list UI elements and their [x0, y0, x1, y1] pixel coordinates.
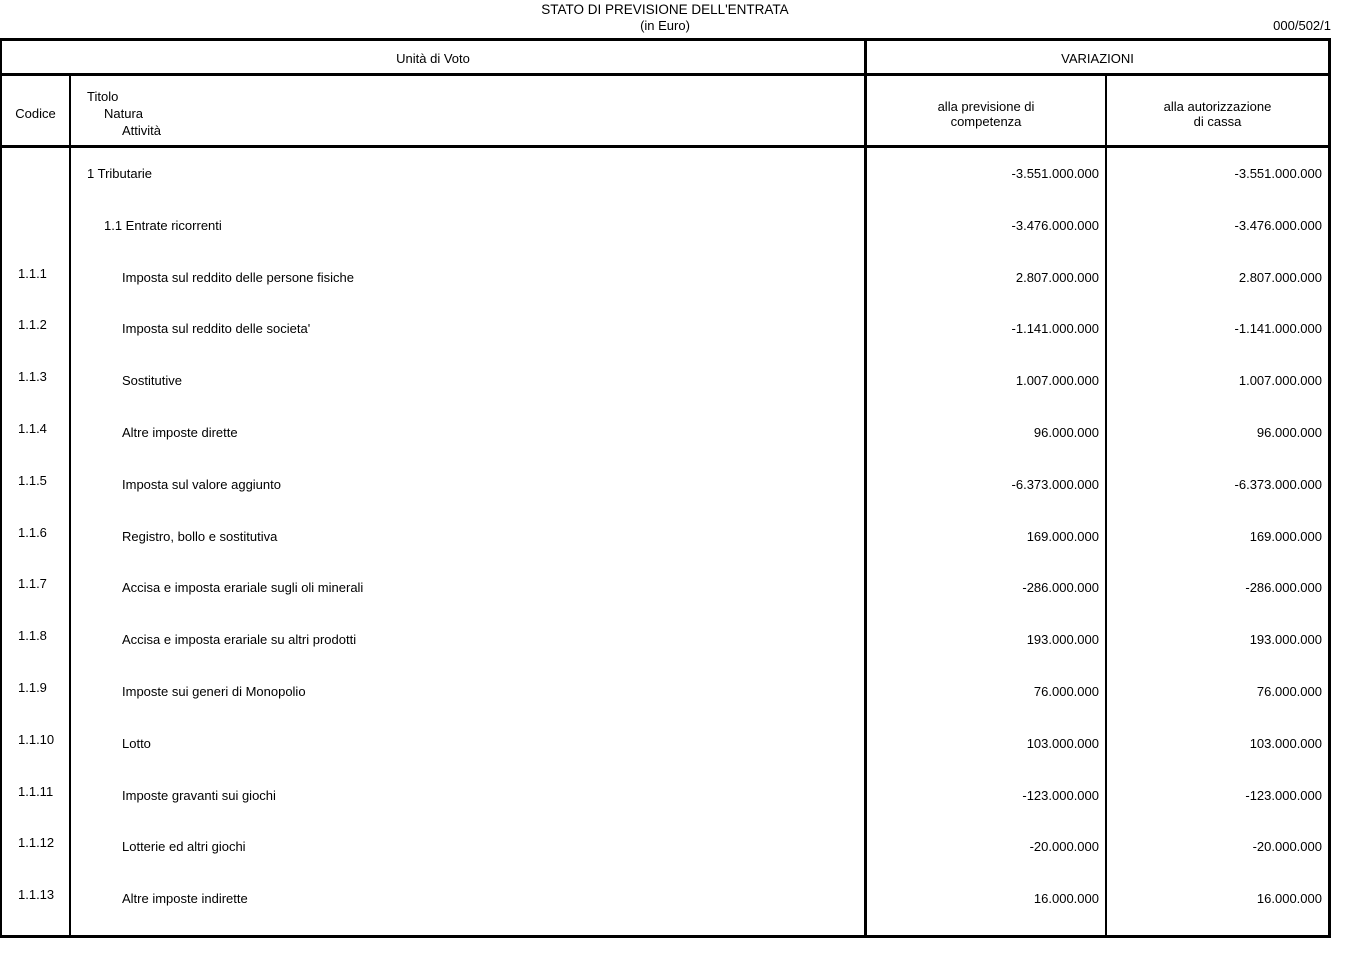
document-title: STATO DI PREVISIONE DELL'ENTRATA [541, 2, 789, 17]
row-description: Altre imposte dirette [122, 425, 238, 440]
row-previsione-competenza: -6.373.000.000 [1011, 477, 1099, 492]
row-previsione-competenza: -3.551.000.000 [1011, 166, 1099, 181]
header-previsione-line2: competenza [950, 114, 1022, 129]
row-previsione-competenza: 1.007.000.000 [1015, 373, 1099, 388]
row-description: Imposta sul reddito delle societa' [122, 321, 311, 336]
row-autorizzazione-cassa: 16.000.000 [1256, 891, 1322, 906]
header-unita-di-voto: Unità di Voto [396, 51, 470, 66]
header-attivita: Attività [122, 123, 162, 138]
row-previsione-competenza: -1.141.000.000 [1011, 321, 1099, 336]
row-previsione-competenza: 96.000.000 [1033, 425, 1099, 440]
table-row [0, 217, 1331, 237]
row-previsione-competenza: 2.807.000.000 [1015, 270, 1099, 285]
table-row [0, 732, 1331, 755]
row-autorizzazione-cassa: -3.551.000.000 [1234, 166, 1322, 181]
row-previsione-competenza: -123.000.000 [1022, 788, 1099, 803]
row-description: Sostitutive [122, 373, 182, 388]
row-code: 1.1.2 [18, 317, 47, 332]
row-autorizzazione-cassa: 76.000.000 [1256, 684, 1322, 699]
row-previsione-competenza: 169.000.000 [1026, 529, 1099, 544]
table-row [0, 784, 1331, 807]
row-code: 1.1.12 [18, 835, 55, 850]
table-row [0, 369, 1331, 392]
document-subtitle: (in Euro) [640, 18, 690, 33]
table-row [0, 576, 1331, 599]
row-autorizzazione-cassa: 103.000.000 [1249, 736, 1322, 751]
row-autorizzazione-cassa: 2.807.000.000 [1238, 270, 1322, 285]
row-autorizzazione-cassa: -1.141.000.000 [1234, 321, 1322, 336]
row-description: Lotto [122, 736, 151, 751]
row-description: Registro, bollo e sostitutiva [122, 529, 278, 544]
table-row [0, 680, 1331, 703]
row-code: 1.1.4 [18, 421, 47, 436]
row-previsione-competenza: -20.000.000 [1029, 839, 1099, 854]
row-autorizzazione-cassa: 193.000.000 [1249, 632, 1322, 647]
row-code: 1.1.5 [18, 473, 47, 488]
row-autorizzazione-cassa: 169.000.000 [1249, 529, 1322, 544]
row-autorizzazione-cassa: -123.000.000 [1245, 788, 1322, 803]
row-description: Altre imposte indirette [122, 891, 248, 906]
row-autorizzazione-cassa: -286.000.000 [1245, 580, 1322, 595]
row-code: 1.1.3 [18, 369, 47, 384]
table-row [0, 421, 1331, 444]
row-autorizzazione-cassa: -20.000.000 [1252, 839, 1322, 854]
header-titolo: Titolo [87, 89, 119, 104]
row-autorizzazione-cassa: -3.476.000.000 [1234, 218, 1322, 233]
row-code: 1.1.10 [18, 732, 55, 747]
row-previsione-competenza: 103.000.000 [1026, 736, 1099, 751]
row-previsione-competenza: -286.000.000 [1022, 580, 1099, 595]
row-autorizzazione-cassa: 1.007.000.000 [1238, 373, 1322, 388]
table-row [0, 317, 1331, 340]
row-previsione-competenza: 16.000.000 [1033, 891, 1099, 906]
table-row [0, 165, 1331, 185]
row-code: 1.1.9 [18, 680, 47, 695]
row-description: Imposte sui generi di Monopolio [122, 684, 306, 699]
header-natura: Natura [104, 106, 144, 121]
header-codice: Codice [15, 106, 56, 121]
table-row [0, 266, 1331, 289]
table-row [0, 473, 1331, 496]
row-autorizzazione-cassa: -6.373.000.000 [1234, 477, 1322, 492]
row-code: 1.1.6 [18, 525, 47, 540]
header-previsione-line1: alla previsione di [937, 99, 1035, 114]
row-description: Imposta sul reddito delle persone fisiche [122, 270, 354, 285]
table-row [0, 525, 1331, 548]
header-variazioni: VARIAZIONI [1061, 51, 1134, 66]
page-reference: 000/502/1 [1273, 18, 1331, 33]
row-description: Imposte gravanti sui giochi [122, 788, 276, 803]
row-code: 1.1.8 [18, 628, 47, 643]
row-description: Imposta sul valore aggiunto [122, 477, 281, 492]
row-description: 1.1 Entrate ricorrenti [104, 218, 222, 233]
table-row [0, 628, 1331, 651]
row-previsione-competenza: 193.000.000 [1026, 632, 1099, 647]
row-previsione-competenza: -3.476.000.000 [1011, 218, 1099, 233]
row-code: 1.1.11 [18, 784, 54, 799]
row-description: 1 Tributarie [87, 166, 153, 181]
row-description: Accisa e imposta erariale su altri prodotti [122, 632, 357, 647]
row-description: Accisa e imposta erariale sugli oli minerali [122, 580, 364, 595]
row-code: 1.1.1 [18, 266, 47, 281]
header-cassa-line2: di cassa [1193, 114, 1242, 129]
row-code: 1.1.13 [18, 887, 55, 902]
row-autorizzazione-cassa: 96.000.000 [1256, 425, 1322, 440]
table-row [0, 835, 1331, 858]
row-previsione-competenza: 76.000.000 [1033, 684, 1099, 699]
row-code: 1.1.7 [18, 576, 47, 591]
header-cassa-line1: alla autorizzazione [1163, 99, 1272, 114]
table-row [0, 887, 1331, 910]
row-description: Lotterie ed altri giochi [122, 839, 246, 854]
